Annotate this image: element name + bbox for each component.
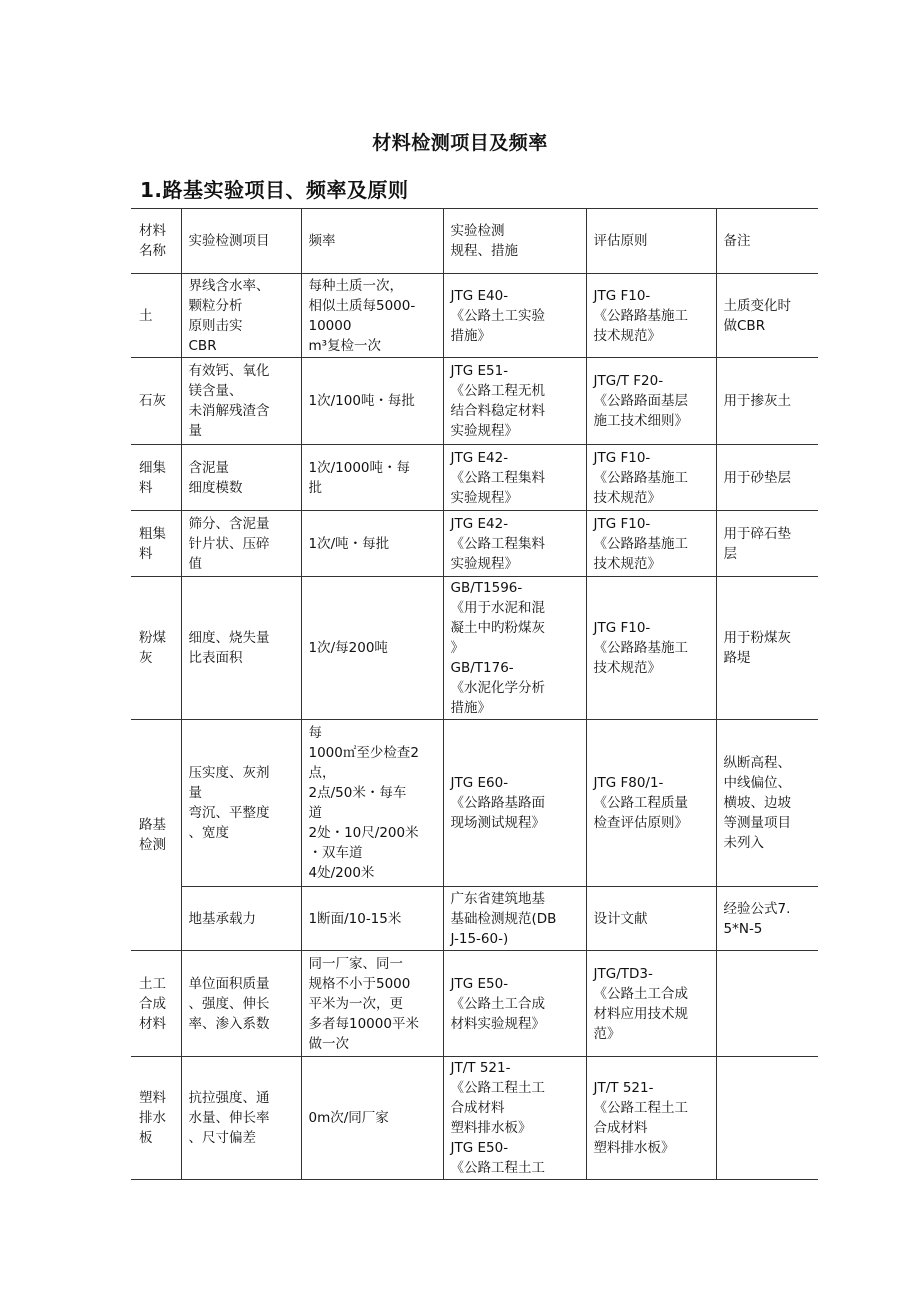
cell-test-items: 单位面积质量 、强度、伸长 率、渗入系数 xyxy=(181,951,301,1057)
cell-material: 土 xyxy=(131,274,181,358)
cell-frequency: 1次/吨・每批 xyxy=(301,511,443,577)
cell-material: 土工 合成 材料 xyxy=(131,951,181,1057)
cell-remarks: 用于砂垫层 xyxy=(716,445,818,511)
cell-material: 粗集 料 xyxy=(131,511,181,577)
cell-material: 路基 检测 xyxy=(131,720,181,951)
cell-frequency: 1断面/10-15米 xyxy=(301,887,443,951)
cell-remarks: 用于掺灰土 xyxy=(716,358,818,445)
document-title: 材料检测项目及频率 xyxy=(372,132,548,154)
table-row xyxy=(131,358,818,445)
cell-frequency: 1次/100吨・每批 xyxy=(301,358,443,445)
cell-test-items: 压实度、灰剂 量 弯沉、平整度 、宽度 xyxy=(181,720,301,887)
cell-remarks xyxy=(716,951,818,1057)
cell-test-items: 界线含水率、 颗粒分析 原则击实 CBR xyxy=(181,274,301,358)
table-row xyxy=(131,1057,818,1180)
cell-criteria: JTG/T F20- 《公路路面基层 施工技术细则》 xyxy=(586,358,716,445)
header-cell-material: 材料 名称 xyxy=(131,209,181,274)
cell-procedure: JTG E51- 《公路工程无机 结合料稳定材料 实验规程》 xyxy=(443,358,586,445)
cell-test-items: 地基承载力 xyxy=(181,887,301,951)
cell-procedure: JTG E42- 《公路工程集料 实验规程》 xyxy=(443,445,586,511)
table-row xyxy=(131,577,818,720)
cell-material: 细集 料 xyxy=(131,445,181,511)
cell-remarks: 土质变化时 做CBR xyxy=(716,274,818,358)
cell-criteria: JTG/TD3- 《公路土工合成 材料应用技术规 范》 xyxy=(586,951,716,1057)
header-cell-procedure: 实验检测 规程、措施 xyxy=(443,209,586,274)
cell-frequency: 1次/1000吨・每 批 xyxy=(301,445,443,511)
cell-remarks: 经验公式7. 5*N-5 xyxy=(716,887,818,951)
cell-procedure: JTG E50- 《公路土工合成 材料实验规程》 xyxy=(443,951,586,1057)
cell-test-items: 有效钙、氧化 镁含量、 未消解残渣含 量 xyxy=(181,358,301,445)
cell-material: 塑料 排水 板 xyxy=(131,1057,181,1180)
cell-criteria: JT/T 521- 《公路工程土工 合成材料 塑料排水板》 xyxy=(586,1057,716,1180)
header-cell-test-items: 实验检测项目 xyxy=(181,209,301,274)
cell-frequency: 每 1000㎡至少检查2 点， 2点/50米・每车 道 2处・10尺/200米 ・双车道 4处/200米 xyxy=(301,720,443,887)
table-row xyxy=(131,274,818,358)
cell-criteria: 设计文献 xyxy=(586,887,716,951)
header-cell-frequency: 频率 xyxy=(301,209,443,274)
cell-criteria: JTG F80/1- 《公路工程质量 检查评估原则》 xyxy=(586,720,716,887)
cell-test-items: 含泥量 细度模数 xyxy=(181,445,301,511)
header-cell-criteria: 评估原则 xyxy=(586,209,716,274)
cell-frequency: 1次/每200吨 xyxy=(301,577,443,720)
cell-material: 粉煤 灰 xyxy=(131,577,181,720)
table-row xyxy=(131,511,818,577)
table-row xyxy=(131,951,818,1057)
cell-remarks xyxy=(716,1057,818,1180)
cell-material: 石灰 xyxy=(131,358,181,445)
cell-criteria: JTG F10- 《公路路基施工 技术规范》 xyxy=(586,445,716,511)
cell-frequency: 同一厂家、同一 规格不小于5000 平米为一次，更 多者每10000平米 做一次 xyxy=(301,951,443,1057)
header-cell-remarks: 备注 xyxy=(716,209,818,274)
table-row xyxy=(131,887,818,951)
table-row xyxy=(131,445,818,511)
cell-test-items: 细度、烧失量 比表面积 xyxy=(181,577,301,720)
cell-frequency: 0m次/同厂家 xyxy=(301,1057,443,1180)
cell-procedure: JTG E40- 《公路土工实验 措施》 xyxy=(443,274,586,358)
cell-remarks: 纵断高程、 中线偏位、 横坡、边坡 等测量项目 未列入 xyxy=(716,720,818,887)
cell-procedure: 广东省建筑地基 基础检测规范(DB J-15-60-) xyxy=(443,887,586,951)
cell-remarks: 用于碎石垫 层 xyxy=(716,511,818,577)
cell-procedure: JTG E42- 《公路工程集料 实验规程》 xyxy=(443,511,586,577)
cell-procedure: JTG E60- 《公路路基路面 现场测试规程》 xyxy=(443,720,586,887)
section-heading: 1.路基实验项目、频率及原则 xyxy=(140,178,409,202)
cell-frequency: 每种土质一次， 相似土质每5000- 10000 m³复检一次 xyxy=(301,274,443,358)
material-testing-table xyxy=(131,208,818,1180)
cell-test-items: 筛分、含泥量 针片状、压碎 值 xyxy=(181,511,301,577)
cell-criteria: JTG F10- 《公路路基施工 技术规范》 xyxy=(586,511,716,577)
cell-criteria: JTG F10- 《公路路基施工 技术规范》 xyxy=(586,577,716,720)
table-header-row xyxy=(131,209,818,274)
cell-procedure: JT/T 521- 《公路工程土工 合成材料 塑料排水板》 JTG E50- 《公路工程土工 xyxy=(443,1057,586,1180)
cell-procedure: GB/T1596- 《用于水泥和混 凝土中旳粉煤灰 》 GB/T176- 《水泥化学分析 措施》 xyxy=(443,577,586,720)
cell-remarks: 用于粉煤灰 路堤 xyxy=(716,577,818,720)
table-row xyxy=(131,720,818,887)
cell-criteria: JTG F10- 《公路路基施工 技术规范》 xyxy=(586,274,716,358)
cell-test-items: 抗拉强度、通 水量、伸长率 、尺寸偏差 xyxy=(181,1057,301,1180)
